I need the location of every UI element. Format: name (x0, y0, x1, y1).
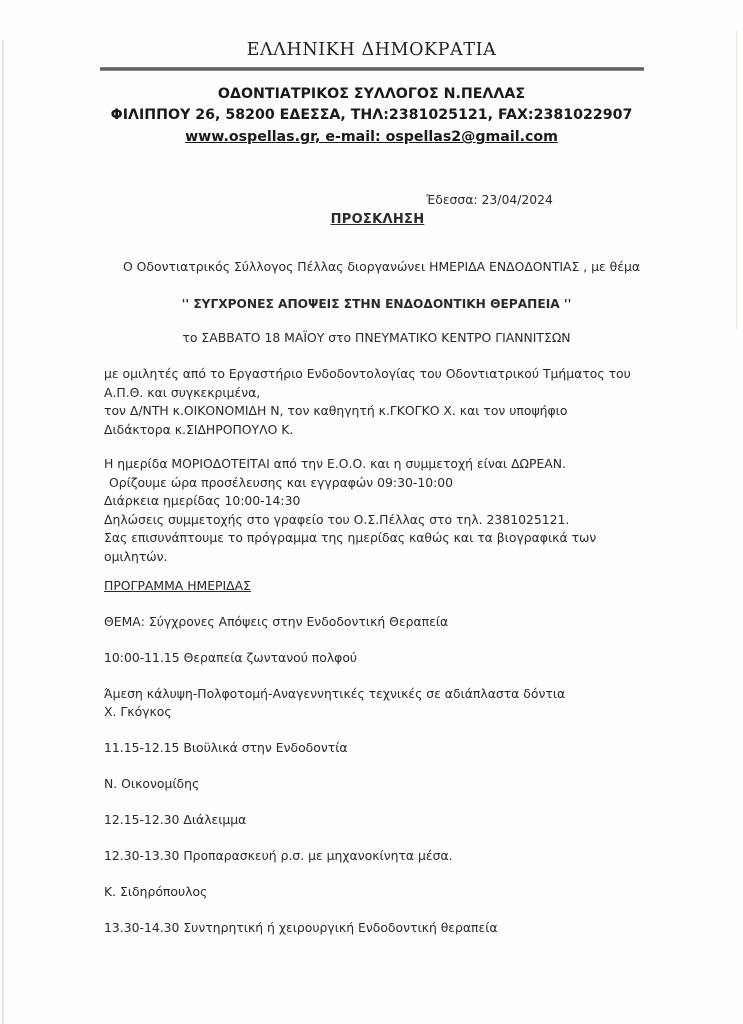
paragraph-line: με ομιλητές από το Εργαστήριο Ενδοδοντολογίας του Οδοντιατρικού Τμήματος του (104, 366, 631, 381)
paragraph-line: Διάρκεια ημερίδας 10:00-14:30 (104, 493, 301, 509)
event-theme: '' ΣΥΓΧΡΟΝΕΣ ΑΠΟΨΕΙΣ ΣΤΗΝ ΕΝΔΟΔΟΝΤΙΚΗ ΘΕΡΑΠΕΙΑ '' (181, 297, 572, 311)
scan-edge (2, 40, 4, 1024)
program-item: Άμεση κάλυψη-Πολφοτομή-Αναγεννητικές τεχνικές σε αδιάπλαστα δόντια (104, 686, 566, 701)
association-name: ΟΔΟΝΤΙΑΤΡΙΚΟΣ ΣΥΛΛΟΓΟΣ Ν.ΠΕΛΛΑΣ (217, 86, 526, 102)
program-item: 11.15-12.15 Βιοϋλικά στην Ενδοδοντία (104, 740, 348, 755)
program-speaker: Ν. Οικονομίδης (104, 776, 200, 791)
paragraph-line: Ορίζουμε ώρα προσέλευσης και εγγραφών 09:30-10:00 (109, 474, 454, 490)
speakers-paragraph (104, 365, 631, 439)
paragraph-line: Α.Π.Θ. και συγκεκριμένα, (104, 384, 261, 400)
paragraph-line: Η ημερίδα ΜΟΡΙΟΔΟΤΕΙΤΑΙ από την Ε.Ο.Ο. και η συμμετοχή είναι ΔΩΡΕΑΝ. (104, 456, 566, 471)
program-speaker: Κ. Σιδηρόπουλος (104, 884, 208, 899)
header-rule (100, 67, 644, 71)
republic-heading: ΕΛΛΗΝΙΚΗ ΔΗΜΟΚΡΑΤΙΑ (246, 40, 497, 60)
program-item: 13.30-14.30 Συντηρητική ή χειρουργική Ενδοδοντική θεραπεία (104, 920, 498, 935)
paragraph-line: ομιλητών. (104, 548, 168, 564)
document-title: ΠΡΟΣΚΛΗΣΗ (330, 212, 425, 227)
contact-link[interactable]: www.ospellas.gr, e-mail: ospellas2@gmail.com (185, 129, 558, 145)
association-contact (0, 129, 743, 145)
paragraph-line: Διδάκτορα κ.ΣΙΔΗΡΟΠΟΥΛΟ Κ. (104, 421, 294, 437)
program-subject: ΘΕΜΑ: Σύγχρονες Απόψεις στην Ενδοδοντική Θεραπεία (104, 614, 449, 629)
program-item: 10:00-11.15 Θεραπεία ζωντανού πολφού (104, 650, 358, 665)
paragraph-line: Σας επισυνάπτουμε το πρόγραμμα της ημερίδας καθώς και τα βιογραφικά των (104, 530, 597, 546)
program-speaker: Χ. Γκόγκος (104, 704, 172, 719)
info-paragraph (104, 455, 596, 567)
program-item: 12.15-12.30 Διάλειμμα (104, 812, 247, 827)
document-date: Έδεσσα: 23/04/2024 (426, 192, 553, 207)
association-address: ΦΙΛΙΠΠΟΥ 26, 58200 ΕΔΕΣΣΑ, ΤΗΛ:2381025121, FAX:2381022907 (110, 107, 633, 123)
program-heading: ΠΡΟΓΡΑΜΜΑ ΗΜΕΡΙΔΑΣ (104, 578, 251, 593)
paragraph-line: τον Δ/ΝΤΗ κ.ΟΙΚΟΝΟΜΙΔΗ Ν, τον καθηγητή κ.ΓΚΟΓΚΟ Χ. και τον υποψήφιο (104, 403, 568, 419)
paragraph-line: Δηλώσεις συμμετοχής στο γραφείο του Ο.Σ.Πέλλας στο τηλ. 2381025121. (104, 511, 570, 527)
intro-line: Ο Οδοντιατρικός Σύλλογος Πέλλας διοργανώνει ΗΜΕΡΙΔΑ ΕΝΔΟΔΟΝΤΙΑΣ , με θέμα (122, 259, 641, 274)
scan-edge (736, 30, 737, 330)
program-item: 12.30-13.30 Προπαρασκευή ρ.σ. με μηχανοκίνητα μέσα. (104, 848, 453, 863)
event-date-venue: το ΣΑΒΒΑΤΟ 18 ΜΑΪΟΥ στο ΠΝΕΥΜΑΤΙΚΟ ΚΕΝΤΡΟ ΓΙΑΝΝΙΤΣΩΝ (182, 330, 571, 345)
